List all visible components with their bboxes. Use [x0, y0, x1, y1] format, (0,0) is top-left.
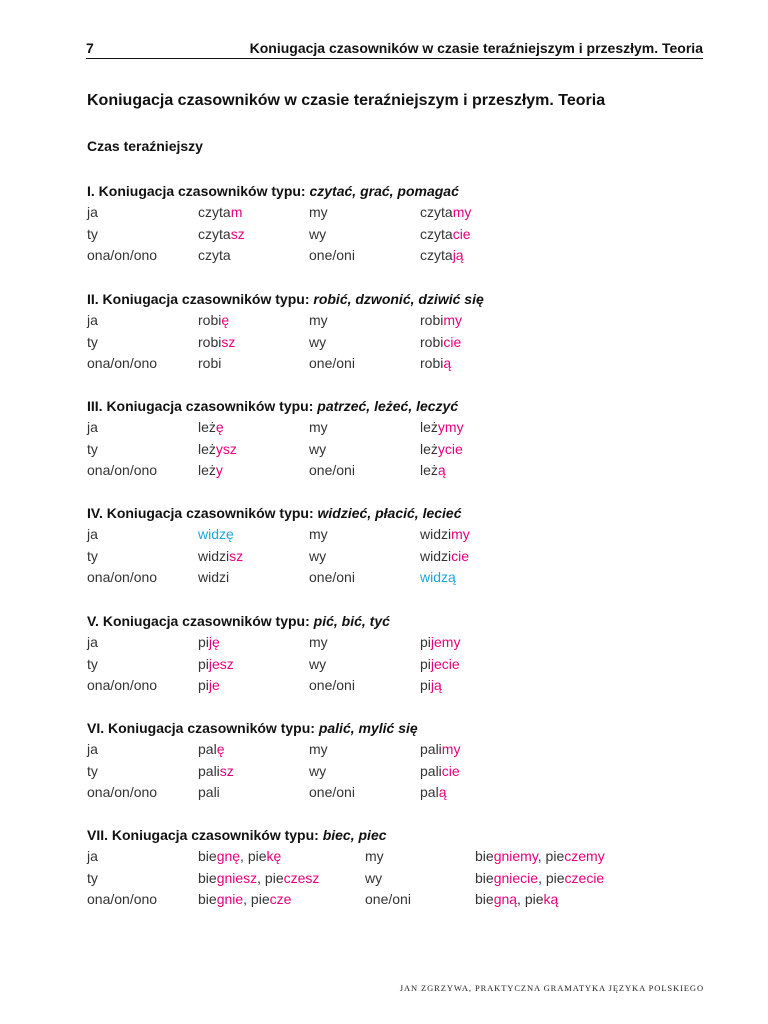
form-text: pi — [420, 655, 431, 672]
form-text: ty — [87, 547, 98, 564]
ending-highlight: ą — [438, 784, 447, 800]
group-heading — [87, 395, 707, 417]
form-plural — [420, 761, 460, 783]
form-text: , pie — [243, 891, 270, 907]
conjugation-row — [87, 846, 707, 868]
ending-highlight: je — [208, 677, 220, 693]
conjugation-row — [87, 654, 707, 676]
group-heading — [87, 717, 707, 739]
person-plural — [309, 417, 328, 439]
person-plural — [309, 654, 326, 676]
ending-highlight: ymy — [437, 419, 464, 435]
form-text: one/oni — [309, 784, 355, 800]
form-text: ja — [87, 848, 98, 864]
conjugation-row — [87, 224, 707, 246]
form-plural — [420, 524, 470, 546]
form-plural — [475, 868, 604, 890]
form-text: ja — [87, 634, 98, 650]
form-text: leż — [198, 419, 216, 435]
conjugation-row — [87, 632, 707, 654]
form-singular — [198, 524, 234, 546]
ending-highlight: ę — [221, 312, 230, 328]
conjugation-row — [87, 546, 707, 568]
person-plural — [309, 546, 326, 568]
form-plural — [420, 546, 469, 568]
form-plural — [420, 245, 464, 267]
ending-highlight: kę — [266, 848, 282, 864]
conjugation-row — [87, 782, 707, 804]
form-text: pal — [198, 741, 217, 757]
ending-highlight: gniecie — [493, 869, 539, 886]
form-text: wy — [309, 762, 327, 779]
person-plural — [309, 567, 355, 589]
form-singular — [198, 868, 319, 890]
form-text: my — [365, 848, 384, 864]
group-heading — [87, 610, 707, 632]
person-singular — [87, 868, 98, 890]
conjugation-row — [87, 353, 707, 375]
ending-highlight: jecie — [430, 655, 460, 672]
ending-highlight: jemy — [430, 634, 461, 650]
form-plural — [420, 675, 442, 697]
person-plural — [309, 739, 328, 761]
person-plural — [309, 310, 328, 332]
form-plural — [420, 460, 446, 482]
conjugation-group — [87, 824, 707, 911]
form-text: , pie — [517, 891, 544, 907]
conjugation-group — [87, 502, 707, 589]
form-text: wy — [365, 869, 383, 886]
form-text: bie — [198, 848, 217, 864]
conjugation-row — [87, 524, 707, 546]
form-text: pal — [420, 784, 439, 800]
form-text: wy — [309, 440, 327, 457]
ending-highlight: my — [452, 204, 472, 220]
running-header — [86, 40, 703, 59]
form-text: , pie — [257, 869, 284, 886]
ending-highlight: gniemy — [493, 848, 538, 864]
ending-highlight: m — [230, 204, 243, 220]
form-plural — [420, 739, 460, 761]
form-plural — [420, 632, 460, 654]
form-text: ty — [87, 440, 98, 457]
conjugation-row — [87, 567, 707, 589]
form-text: ja — [87, 419, 98, 435]
form-plural — [420, 439, 463, 461]
form-text: pali — [420, 762, 442, 779]
ending-highlight: jesz — [208, 655, 234, 672]
form-singular — [198, 761, 234, 783]
form-text: ona/on/ono — [87, 891, 158, 907]
form-text: ona/on/ono — [87, 677, 158, 693]
conjugation-group — [87, 288, 707, 375]
person-singular — [87, 675, 157, 697]
person-plural — [309, 332, 326, 354]
form-plural — [420, 332, 461, 354]
group-heading — [87, 502, 707, 524]
ending-highlight: ycie — [437, 440, 463, 457]
form-plural — [420, 654, 460, 676]
form-text: robi — [420, 333, 444, 350]
form-text: pi — [198, 634, 209, 650]
form-text: czyta — [420, 225, 453, 242]
form-plural — [420, 353, 451, 375]
footer-citation: JAN ZGRZYWA, PRAKTYCZNA GRAMATYKA JĘZYKA POLSKIEGO — [399, 983, 704, 993]
form-singular — [198, 202, 242, 224]
group-heading-label: III. Koniugacja czasowników typu: — [87, 398, 318, 414]
form-text: ona/on/ono — [87, 355, 158, 371]
group-heading-label: I. Koniugacja czasowników typu: — [87, 183, 310, 199]
group-examples: pić, bić, tyć — [313, 613, 390, 629]
group-examples: biec, piec — [322, 827, 387, 843]
form-text: ty — [87, 333, 98, 350]
form-singular — [198, 332, 235, 354]
group-examples: palić, mylić się — [318, 720, 418, 736]
conjugation-row — [87, 332, 707, 354]
form-text: leż — [420, 440, 438, 457]
form-plural — [420, 782, 446, 804]
form-singular — [198, 460, 223, 482]
form-singular — [198, 632, 220, 654]
ending-highlight: ysz — [215, 440, 237, 457]
person-singular — [87, 782, 157, 804]
form-plural — [420, 202, 471, 224]
conjugation-row — [87, 310, 707, 332]
ending-highlight: sz — [230, 225, 245, 242]
ending-highlight: czesz — [283, 869, 320, 886]
form-singular — [198, 675, 220, 697]
group-examples: robić, dzwonić, dziwić się — [313, 291, 484, 307]
ending-highlight: y — [215, 462, 223, 478]
ending-highlight: sz — [221, 333, 236, 350]
person-plural — [309, 632, 328, 654]
ending-highlight: ką — [543, 891, 559, 907]
form-text: wy — [309, 333, 327, 350]
form-text: pi — [198, 677, 209, 693]
form-text: pi — [420, 677, 431, 693]
ending-highlight: my — [443, 312, 463, 328]
stem-alternation-highlight: widzę — [198, 526, 234, 542]
form-text: robi — [420, 312, 444, 328]
person-plural — [309, 353, 355, 375]
form-text: wy — [309, 547, 327, 564]
form-text: one/oni — [309, 677, 355, 693]
person-plural — [309, 761, 326, 783]
conjugation-row — [87, 761, 707, 783]
form-text: one/oni — [365, 891, 411, 907]
form-text: one/oni — [309, 569, 355, 585]
form-text: one/oni — [309, 355, 355, 371]
person-singular — [87, 524, 98, 546]
page-number: 7 — [86, 40, 94, 56]
form-text: pali — [198, 784, 220, 800]
form-text: wy — [309, 655, 327, 672]
ending-highlight: cze — [269, 891, 292, 907]
person-singular — [87, 761, 98, 783]
conjugation-row — [87, 889, 707, 911]
group-heading — [87, 180, 707, 202]
form-singular — [198, 739, 224, 761]
form-singular — [198, 245, 231, 267]
form-text: bie — [475, 848, 494, 864]
ending-highlight: czemy — [564, 848, 605, 864]
person-plural — [309, 202, 328, 224]
ending-highlight: ę — [215, 419, 224, 435]
form-text: ja — [87, 741, 98, 757]
form-text: robi — [198, 333, 222, 350]
stem-alternation-highlight: widzą — [420, 569, 456, 585]
person-plural — [365, 846, 384, 868]
form-text: widzi — [420, 526, 452, 542]
person-singular — [87, 245, 157, 267]
ending-highlight: gną — [493, 891, 518, 907]
conjugation-group — [87, 180, 707, 267]
conjugation-row — [87, 202, 707, 224]
form-text: czyta — [420, 204, 453, 220]
person-singular — [87, 546, 98, 568]
form-text: ona/on/ono — [87, 784, 158, 800]
ending-highlight: ą — [443, 355, 452, 371]
form-text: czyta — [198, 247, 231, 263]
person-singular — [87, 202, 98, 224]
form-text: pi — [198, 655, 209, 672]
form-text: ona/on/ono — [87, 462, 158, 478]
ending-highlight: my — [451, 526, 470, 542]
ending-highlight: my — [441, 741, 461, 757]
form-text: ja — [87, 204, 98, 220]
form-text: one/oni — [309, 462, 355, 478]
form-singular — [198, 439, 237, 461]
conjugation-row — [87, 417, 707, 439]
form-text: robi — [198, 355, 222, 371]
conjugation-row — [87, 460, 707, 482]
form-plural — [420, 224, 471, 246]
ending-highlight: sz — [229, 547, 244, 564]
group-heading-label: IV. Koniugacja czasowników typu: — [87, 505, 318, 521]
conjugation-group — [87, 395, 707, 482]
group-examples: czytać, grać, pomagać — [309, 183, 459, 199]
form-text: my — [309, 419, 328, 435]
form-text: ja — [87, 312, 98, 328]
form-text: pali — [198, 762, 220, 779]
person-plural — [309, 782, 355, 804]
group-heading — [87, 288, 707, 310]
form-singular — [198, 654, 234, 676]
person-singular — [87, 332, 98, 354]
person-plural — [365, 889, 411, 911]
form-plural — [475, 889, 558, 911]
form-text: ty — [87, 869, 98, 886]
form-plural — [420, 417, 464, 439]
form-text: ona/on/ono — [87, 569, 158, 585]
form-singular — [198, 224, 245, 246]
form-text: widzi — [198, 569, 230, 585]
form-text: robi — [198, 312, 222, 328]
form-plural — [420, 567, 456, 589]
ending-highlight: ję — [208, 634, 220, 650]
ending-highlight: ę — [216, 741, 225, 757]
form-text: my — [309, 526, 328, 542]
form-text: czyta — [198, 225, 231, 242]
form-text: robi — [420, 355, 444, 371]
ending-highlight: gnę — [216, 848, 241, 864]
person-singular — [87, 310, 98, 332]
form-text: leż — [420, 419, 438, 435]
conjugation-row — [87, 245, 707, 267]
person-singular — [87, 224, 98, 246]
form-text: my — [309, 634, 328, 650]
running-title: Koniugacja czasowników w czasie teraźniejszym i przeszłym. Teoria — [249, 40, 703, 56]
form-singular — [198, 889, 291, 911]
form-text: czyta — [420, 247, 453, 263]
group-heading-label: II. Koniugacja czasowników typu: — [87, 291, 314, 307]
form-text: ty — [87, 225, 98, 242]
form-text: one/oni — [309, 247, 355, 263]
group-heading-label: V. Koniugacja czasowników typu: — [87, 613, 314, 629]
conjugation-row — [87, 439, 707, 461]
form-singular — [198, 353, 221, 375]
conjugation-row — [87, 868, 707, 890]
person-plural — [309, 460, 355, 482]
form-text: ty — [87, 655, 98, 672]
form-singular — [198, 846, 281, 868]
form-text: bie — [198, 891, 217, 907]
form-text: my — [309, 312, 328, 328]
ending-highlight: gnie — [216, 891, 244, 907]
person-singular — [87, 846, 98, 868]
form-text: my — [309, 204, 328, 220]
form-text: ona/on/ono — [87, 247, 158, 263]
person-singular — [87, 567, 157, 589]
group-examples: widzieć, płacić, lecieć — [317, 505, 462, 521]
person-singular — [87, 439, 98, 461]
group-heading — [87, 824, 707, 846]
ending-highlight: ją — [452, 247, 464, 263]
person-singular — [87, 460, 157, 482]
group-heading-label: VII. Koniugacja czasowników typu: — [87, 827, 323, 843]
form-text: , pie — [537, 848, 565, 864]
form-text: bie — [198, 869, 217, 886]
form-text: leż — [198, 462, 216, 478]
ending-highlight: cie — [452, 225, 471, 242]
form-text: czyta — [198, 204, 231, 220]
form-text: widzi — [420, 547, 452, 564]
section-heading: Czas teraźniejszy — [87, 138, 203, 154]
form-text: wy — [309, 225, 327, 242]
form-text: widzi — [198, 547, 230, 564]
form-plural — [475, 846, 605, 868]
person-singular — [87, 654, 98, 676]
form-singular — [198, 782, 220, 804]
person-plural — [365, 868, 382, 890]
conjugation-group — [87, 717, 707, 804]
form-text: bie — [475, 891, 494, 907]
form-singular — [198, 310, 229, 332]
ending-highlight: cie — [443, 333, 462, 350]
document-title: Koniugacja czasowników w czasie teraźniejszym i przeszłym. Teoria — [87, 92, 606, 109]
person-plural — [309, 224, 326, 246]
conjugation-row — [87, 675, 707, 697]
person-singular — [87, 417, 98, 439]
form-text: bie — [475, 869, 494, 886]
person-singular — [87, 889, 157, 911]
person-singular — [87, 632, 98, 654]
form-singular — [198, 567, 229, 589]
ending-highlight: gniesz — [216, 869, 258, 886]
person-plural — [309, 439, 326, 461]
ending-highlight: cie — [451, 547, 470, 564]
form-singular — [198, 417, 224, 439]
form-text: leż — [420, 462, 438, 478]
conjugation-row — [87, 739, 707, 761]
person-plural — [309, 675, 355, 697]
conjugation-group — [87, 610, 707, 697]
person-singular — [87, 739, 98, 761]
form-text: ja — [87, 526, 98, 542]
form-text: , pie — [240, 848, 267, 864]
person-plural — [309, 245, 355, 267]
ending-highlight: ją — [430, 677, 442, 693]
form-text: leż — [198, 440, 216, 457]
ending-highlight: sz — [219, 762, 234, 779]
person-singular — [87, 353, 157, 375]
ending-highlight: ą — [437, 462, 446, 478]
form-text: my — [309, 741, 328, 757]
ending-highlight: czecie — [564, 869, 605, 886]
group-heading-label: VI. Koniugacja czasowników typu: — [87, 720, 319, 736]
group-examples: patrzeć, leżeć, leczyć — [317, 398, 459, 414]
form-text: ty — [87, 762, 98, 779]
ending-highlight: cie — [441, 762, 460, 779]
form-text: pali — [420, 741, 442, 757]
form-text: , pie — [538, 869, 565, 886]
form-singular — [198, 546, 243, 568]
form-plural — [420, 310, 462, 332]
form-text: pi — [420, 634, 431, 650]
person-plural — [309, 524, 328, 546]
